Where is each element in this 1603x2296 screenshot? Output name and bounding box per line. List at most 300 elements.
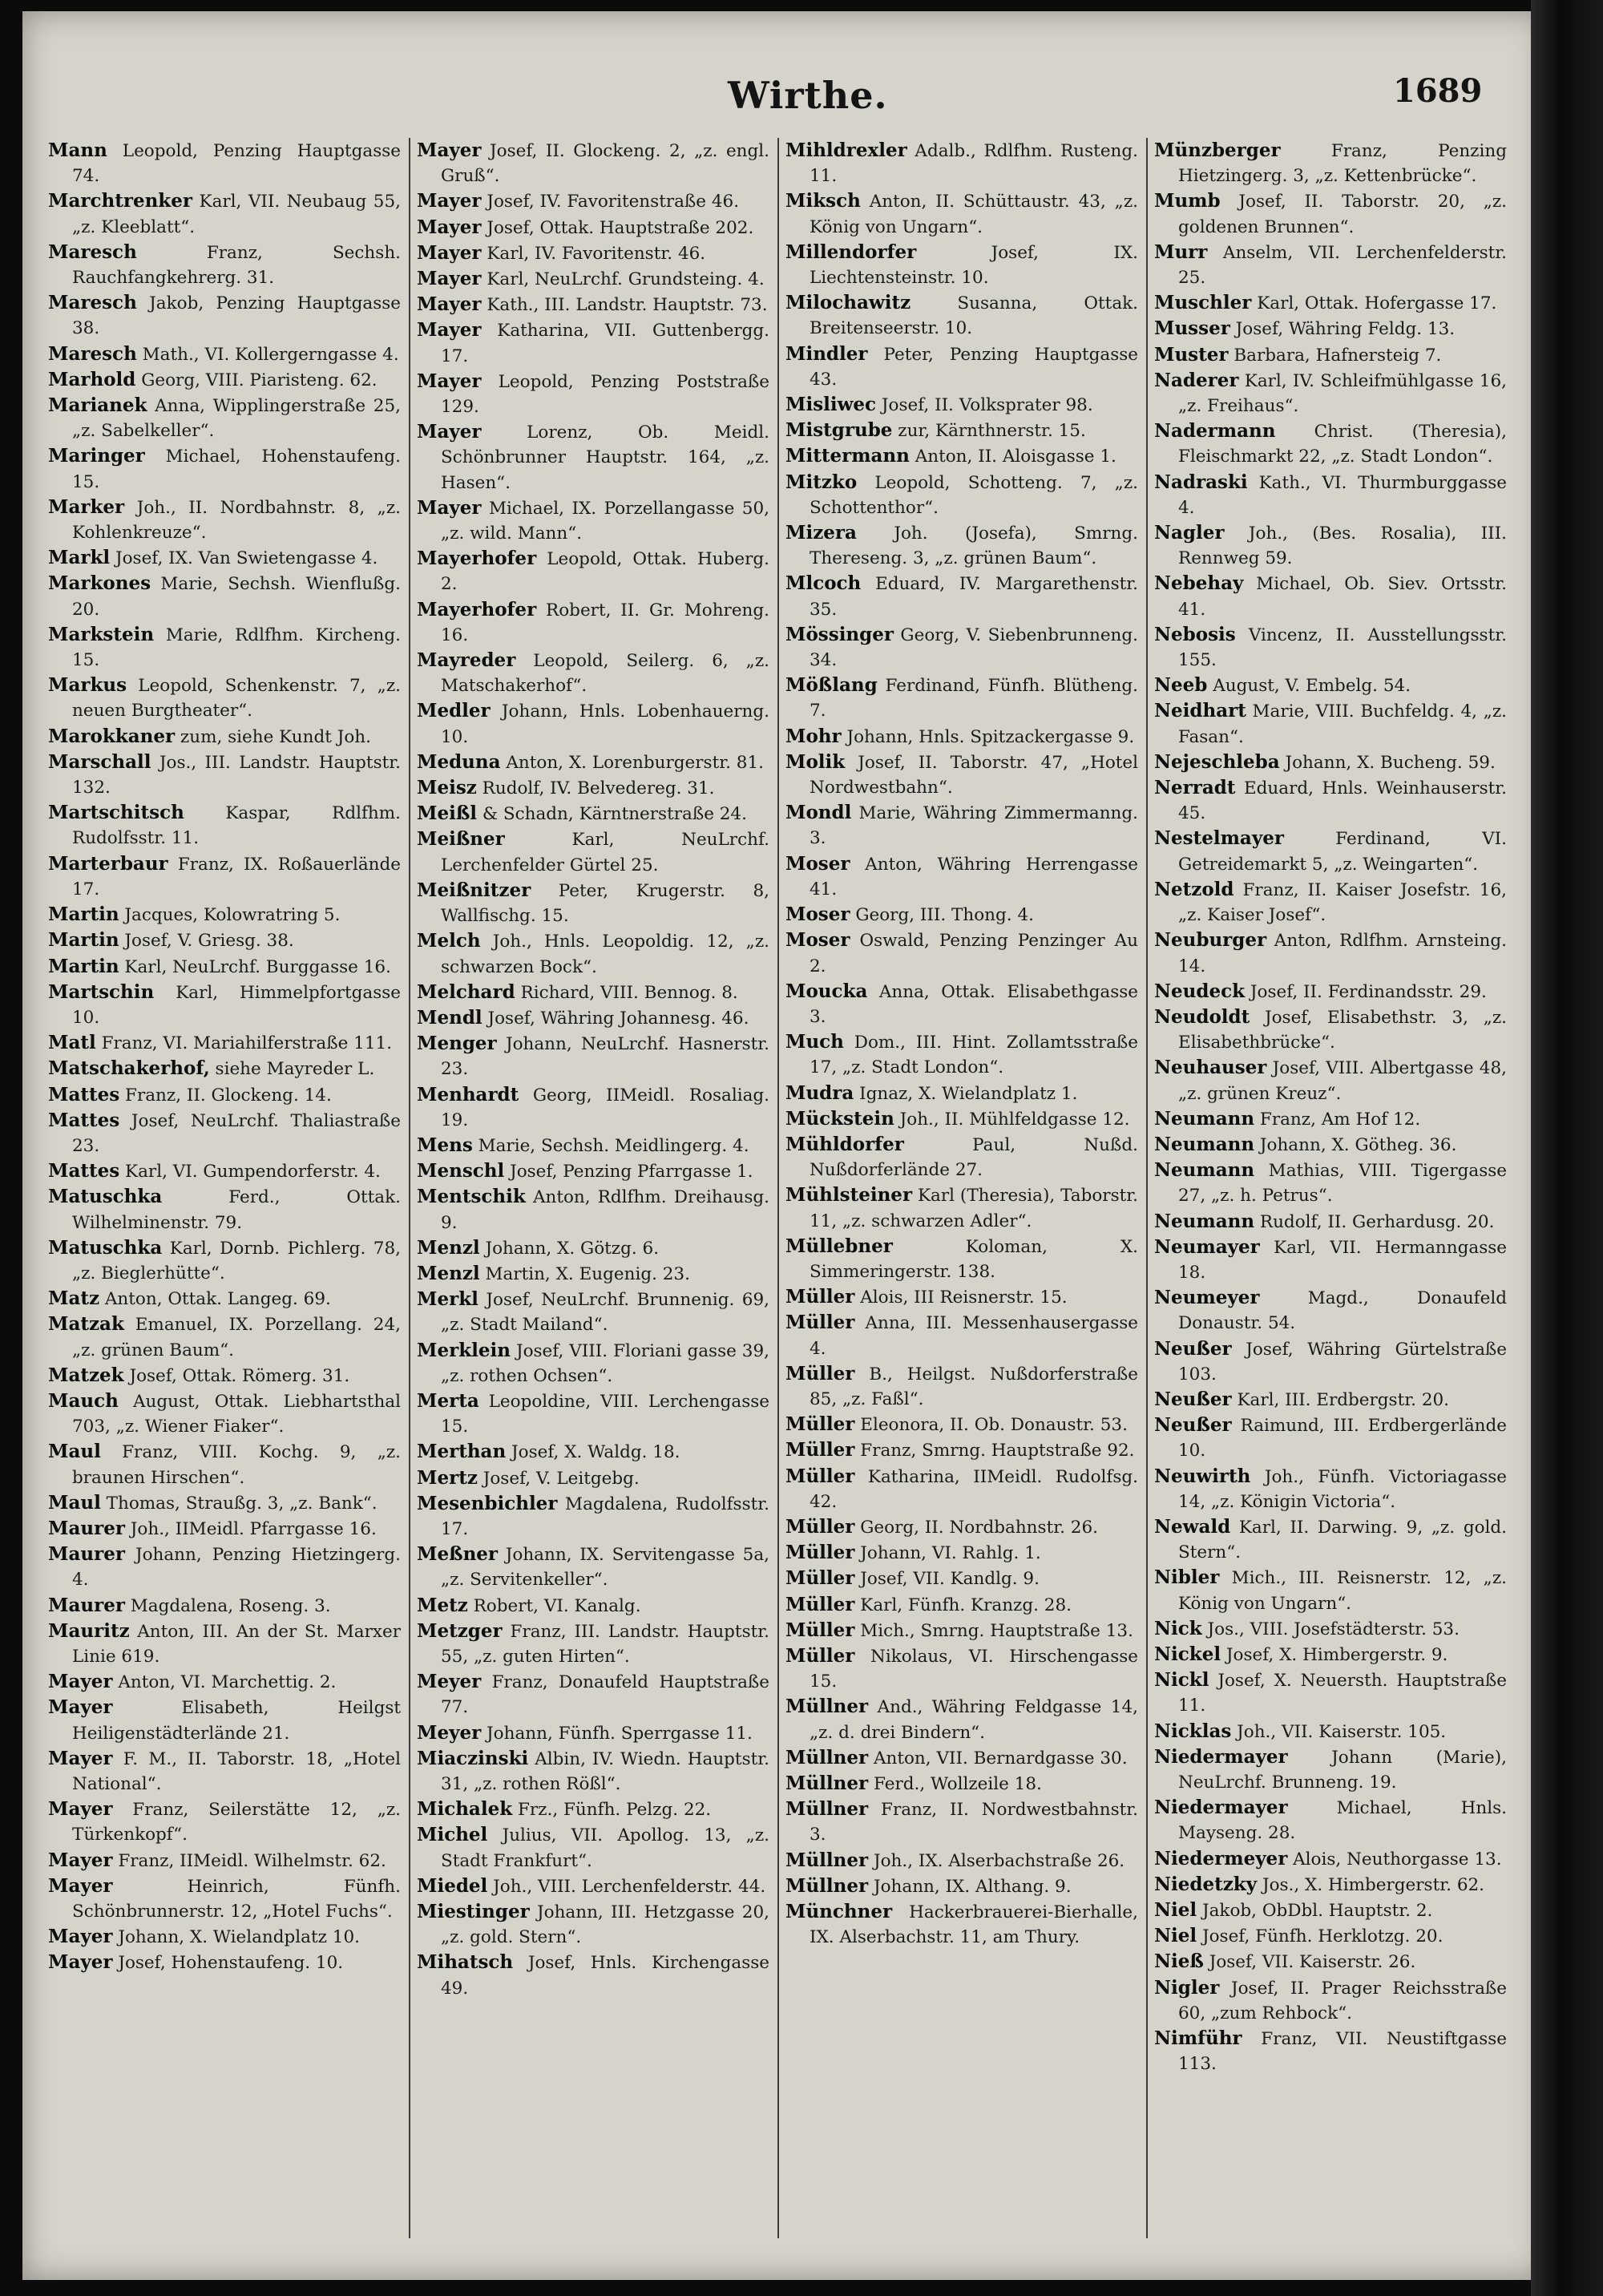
entry-details: Anton, Rdlfhm. Arnsteing. 14. [1178, 931, 1507, 976]
entry-name: Marterbaur [48, 852, 168, 875]
entry-name: Müllner [785, 1746, 869, 1768]
entry-name: Müller [785, 1413, 855, 1436]
entry-name: Mohr [785, 725, 842, 747]
directory-entry [785, 1797, 1138, 1847]
directory-entry [417, 1874, 769, 1899]
directory-entry [417, 1899, 769, 1950]
directory-entry [785, 1234, 1138, 1284]
entry-name: Meduna [417, 750, 501, 773]
entry-details: Franz, II. Glockeng. 14. [119, 1085, 332, 1106]
directory-entry [417, 1593, 769, 1619]
entry-name: Neudeck [1154, 980, 1246, 1002]
entry-name: Niedermeyer [1154, 1847, 1288, 1870]
directory-entry [785, 1874, 1138, 1899]
entry-details: Marie, Rdlfhm. Kircheng. 15. [72, 625, 401, 671]
entry-details: Josef, V. Leitgebg. [477, 1468, 640, 1489]
entry-details: Christ. (Theresia), Fleischmarkt 22, „z. Stadt London“. [1178, 422, 1507, 467]
entry-name: Martschitsch [48, 802, 184, 824]
entry-name: Nadraski [1154, 471, 1248, 493]
entry-details: Josef, Hnls. Kirchengasse 49. [441, 1953, 769, 1999]
entry-name: Neuhauser [1154, 1057, 1267, 1079]
entry-details: & Schadn, Kärntnerstraße 24. [477, 804, 747, 825]
entry-details: Eleonora, II. Ob. Donaustr. 53. [854, 1415, 1128, 1436]
entry-details: Johann, X. Götzg. 6. [479, 1238, 660, 1259]
directory-entry [48, 393, 401, 443]
directory-entry [785, 1540, 1138, 1566]
entry-details: Georg, V. Siebenbrunneng. 34. [810, 625, 1138, 671]
entry-details: Frz., Fünfh. Pelzg. 22. [512, 1800, 712, 1821]
entry-name: Maurer [48, 1543, 125, 1566]
entry-name: Mondl [785, 802, 852, 824]
directory-entry [48, 1158, 401, 1184]
entry-name: Matz [48, 1287, 100, 1310]
entry-details: Josef, Hohenstaufeng. 10. [112, 1953, 344, 1974]
entry-details: Josef, Währing Feldg. 13. [1230, 319, 1456, 340]
entry-details: Peter, Krugerstr. 8, Wallfischg. 15. [441, 880, 769, 927]
directory-entry [48, 1363, 401, 1389]
entry-name: Maresch [48, 292, 137, 314]
entry-details: Anton, II. Aloisgasse 1. [909, 447, 1116, 467]
directory-entry [1154, 240, 1507, 290]
directory-entry [1154, 1132, 1507, 1158]
entry-details: Karl, Dornb. Pichlerg. 78, „z. Bieglerhütte“. [72, 1238, 401, 1283]
entry-name: Niedermayer [1154, 1797, 1288, 1819]
entry-name: Niedetzky [1154, 1873, 1258, 1895]
entry-details: Alois, Neuthorgasse 13. [1287, 1849, 1502, 1870]
entry-details: Leopold, Schenkenstr. 7, „z. neuen Burgtheater“. [72, 676, 401, 722]
entry-name: Matl [48, 1032, 96, 1054]
entry-details: Thomas, Straußg. 3, „z. Bank“. [100, 1493, 378, 1514]
directory-entry [48, 1924, 401, 1950]
directory-entry [417, 1184, 769, 1235]
directory-entry [417, 1669, 769, 1720]
directory-entry [1154, 470, 1507, 520]
entry-name: Mendl [417, 1006, 483, 1029]
directory-entry [785, 622, 1138, 673]
entry-name: Neumann [1154, 1107, 1255, 1130]
directory-entry [1154, 1719, 1507, 1744]
directory-entry [48, 851, 401, 902]
entry-name: Nagler [1154, 522, 1225, 544]
entry-details: Josef, II. Taborstr. 47, „Hotel Nordwestbahn“. [810, 752, 1138, 798]
entry-name: Nickl [1154, 1669, 1209, 1692]
entry-details: Anton, III. An der St. Marxer Linie 619. [72, 1621, 401, 1667]
entry-details: Magdalena, Roseng. 3. [124, 1595, 331, 1616]
entry-details: siehe Mayreder L. [209, 1059, 375, 1080]
entry-name: Matschakerhof, [48, 1057, 210, 1080]
entry-columns [48, 138, 1515, 2270]
directory-entry [48, 954, 401, 980]
directory-entry [48, 800, 401, 851]
directory-entry [417, 1542, 769, 1592]
directory-entry [417, 495, 769, 546]
entry-name: Nick [1154, 1617, 1202, 1639]
entry-name: Meyer [417, 1671, 482, 1693]
entry-name: Mihldrexler [785, 139, 907, 161]
entry-name: Mertz [417, 1466, 478, 1489]
column-rule [1146, 138, 1148, 2238]
directory-entry [785, 240, 1138, 290]
entry-details: Susanna, Ottak. Breitenseerstr. 10. [810, 293, 1138, 339]
directory-entry [417, 292, 769, 317]
entry-name: Meyer [417, 1721, 482, 1744]
entry-name: Martin [48, 903, 119, 926]
directory-entry [1154, 1872, 1507, 1898]
directory-entry [785, 470, 1138, 520]
entry-details: Lorenz, Ob. Meidl. Schönbrunner Hauptstr. 164, „z. Hasen“. [441, 422, 769, 493]
directory-entry [1154, 1616, 1507, 1642]
entry-details: Franz, Am Hof 12. [1254, 1109, 1421, 1130]
entry-name: Mitzko [785, 471, 858, 493]
entry-details: B., Heilgst. Nußdorferstraße 85, „z. Faßl“. [810, 1364, 1138, 1409]
directory-entry [1154, 877, 1507, 928]
directory-entry [1154, 138, 1507, 188]
entry-name: Molik [785, 750, 846, 773]
directory-entry [417, 1797, 769, 1822]
entry-name: Michel [417, 1824, 488, 1846]
directory-entry [48, 367, 401, 393]
entry-name: Merklein [417, 1339, 511, 1361]
entry-name: Newald [1154, 1515, 1231, 1538]
directory-entry [48, 1108, 401, 1158]
entry-details: Anna, Ottak. Elisabethgasse 3. [810, 981, 1138, 1027]
entry-name: Moser [785, 903, 850, 926]
entry-details: Emanuel, IX. Porzellang. 24, „z. grünen Baum“. [72, 1315, 401, 1360]
directory-entry [48, 495, 401, 545]
entry-name: Mayer [417, 293, 482, 316]
directory-entry [417, 1133, 769, 1158]
entry-details: Nikolaus, VI. Hirschengasse 15. [810, 1646, 1138, 1692]
entry-name: Merthan [417, 1441, 507, 1463]
entry-details: Georg, II. Nordbahnstr. 26. [854, 1517, 1098, 1538]
entry-name: Müllner [785, 1798, 869, 1821]
entry-details: Kath., III. Landstr. Hauptstr. 73. [481, 295, 768, 316]
directory-entry [785, 1592, 1138, 1618]
entry-name: Nerradt [1154, 777, 1236, 799]
entry-name: Müllner [785, 1696, 869, 1718]
entry-name: Neußer [1154, 1388, 1232, 1410]
entry-details: Michael, Hnls. Mayseng. 28. [1178, 1798, 1507, 1844]
entry-details: Karl, III. Erdbergstr. 20. [1231, 1389, 1450, 1410]
entry-name: Metz [417, 1594, 468, 1616]
directory-entry [1154, 1464, 1507, 1514]
entry-details: Karl, VI. Gumpendorferstr. 4. [119, 1162, 381, 1182]
entry-name: Markones [48, 572, 151, 595]
directory-entry [1154, 1235, 1507, 1285]
entry-details: Josef, II. Volksprater 98. [876, 395, 1093, 416]
entry-name: Maurer [48, 1594, 125, 1616]
directory-entry [417, 1158, 769, 1184]
directory-entry [1154, 979, 1507, 1004]
entry-name: Mayer [417, 139, 482, 161]
entry-name: Matuschka [48, 1236, 163, 1259]
entry-name: Nejeschleba [1154, 750, 1280, 773]
entry-details: Michael, IX. Porzellangasse 50, „z. wild. Mann“. [441, 498, 769, 544]
entry-details: Karl, NeuLrchf. Grundsteing. 4. [481, 269, 765, 290]
entry-name: Mattes [48, 1083, 120, 1106]
directory-entry [785, 1771, 1138, 1797]
entry-details: Georg, III. Thong. 4. [850, 905, 1034, 926]
directory-entry [1154, 698, 1507, 749]
entry-name: Mayer [417, 370, 482, 392]
entry-details: Paul, Nußd. Nußdorferlände 27. [810, 1134, 1138, 1181]
directory-entry [1154, 1667, 1507, 1718]
entry-details: Johann, Fünfh. Sperrgasse 11. [481, 1723, 753, 1744]
entry-details: Leopold, Seilerg. 6, „z. Matschakerhof“. [441, 651, 769, 697]
entry-name: Matzek [48, 1364, 124, 1386]
page-edge-shadow [1531, 0, 1603, 2296]
entry-name: Müller [785, 1567, 855, 1590]
directory-entry [785, 571, 1138, 621]
entry-name: Müller [785, 1644, 855, 1667]
entry-name: Niedermayer [1154, 1745, 1288, 1768]
entry-name: Maringer [48, 445, 145, 467]
directory-entry [417, 648, 769, 698]
directory-entry [417, 1031, 769, 1081]
entry-name: Maul [48, 1491, 101, 1514]
entry-details: Dom., III. Hint. Zollamtsstraße 17, „z. Stadt London“. [810, 1033, 1138, 1078]
directory-entry [785, 1310, 1138, 1360]
entry-details: Vincenz, II. Ausstellungsstr. 155. [1178, 625, 1507, 671]
entry-name: Mudra [785, 1081, 854, 1104]
entry-name: Menzl [417, 1236, 480, 1259]
directory-entry [417, 1491, 769, 1542]
directory-entry [785, 392, 1138, 418]
entry-details: Alois, III Reisnerstr. 15. [854, 1287, 1068, 1308]
entry-details: Josef, Währing Johannesg. 46. [482, 1008, 749, 1029]
directory-entry [48, 1950, 401, 1975]
directory-entry [785, 902, 1138, 928]
entry-details: August, Ottak. Liebhartsthal 703, „z. Wiener Fiaker“. [72, 1391, 401, 1437]
entry-name: Mlcoch [785, 572, 862, 595]
directory-entry [1154, 928, 1507, 978]
directory-entry [785, 1361, 1138, 1412]
entry-details: Franz, Seilerstätte 12, „z. Türkenkopf“. [72, 1800, 401, 1845]
directory-entry [1154, 1949, 1507, 1975]
directory-entry [785, 443, 1138, 469]
directory-entry [785, 1284, 1138, 1310]
directory-entry [48, 571, 401, 621]
entry-name: Murr [1154, 241, 1208, 263]
directory-entry [417, 1746, 769, 1797]
directory-entry [417, 1235, 769, 1261]
entry-name: Metzger [417, 1619, 503, 1642]
entry-details: Mathias, VIII. Tigergasse 27, „z. h. Petrus“. [1178, 1161, 1507, 1207]
entry-details: Jos., III. Landstr. Hauptstr. 132. [72, 752, 401, 798]
column-3 [785, 138, 1138, 2270]
directory-entry [417, 775, 769, 801]
entry-details: Karl, VII. Hermanngasse 18. [1178, 1237, 1507, 1283]
entry-details: Rudolf, IV. Belvedereg. 31. [476, 778, 715, 799]
entry-name: Miksch [785, 190, 861, 212]
directory-entry [785, 138, 1138, 188]
entry-details: Josef, Währing Gürtelstraße 103. [1178, 1339, 1507, 1384]
entry-details: Johann, NeuLrchf. Hasnerstr. 23. [441, 1034, 769, 1080]
directory-entry [48, 980, 401, 1030]
directory-entry [1154, 1846, 1507, 1872]
directory-entry [417, 1261, 769, 1287]
entry-name: Neuburger [1154, 929, 1267, 952]
entry-name: Neumayer [1154, 1235, 1260, 1258]
directory-entry [417, 597, 769, 648]
directory-entry [1154, 520, 1507, 571]
directory-entry [48, 902, 401, 928]
directory-entry [48, 1286, 401, 1312]
directory-entry [48, 928, 401, 953]
entry-name: Müllner [785, 1773, 869, 1794]
entry-name: Mentschik [417, 1186, 526, 1208]
directory-entry [48, 1030, 401, 1056]
entry-name: Müller [785, 1362, 855, 1384]
directory-entry [1154, 290, 1507, 316]
directory-entry [785, 750, 1138, 800]
directory-entry [1154, 571, 1507, 621]
entry-details: Josef, IX. Liechtensteinstr. 10. [810, 242, 1138, 289]
directory-entry [417, 1439, 769, 1465]
directory-entry [1154, 826, 1507, 876]
directory-entry [48, 1874, 401, 1924]
entry-details: Franz, Smrng. Hauptstraße 92. [854, 1441, 1135, 1461]
directory-entry [785, 1514, 1138, 1540]
entry-name: Miaczinski [417, 1747, 529, 1769]
entry-name: Müller [785, 1515, 855, 1538]
entry-details: Joh., VIII. Lerchenfelderstr. 44. [487, 1876, 766, 1897]
entry-name: Maurer [48, 1517, 125, 1539]
entry-name: Menhardt [417, 1083, 519, 1106]
directory-entry [417, 1950, 769, 2000]
entry-details: Franz, II. Nordwestbahnstr. 3. [810, 1800, 1138, 1845]
entry-details: Karl, IV. Favoritenstr. 46. [481, 243, 706, 264]
entry-details: Leopold, Penzing Hauptgasse 74. [72, 141, 401, 187]
entry-details: Anton, II. Schüttaustr. 43, „z. König von Ungarn“. [810, 192, 1138, 237]
directory-entry [417, 266, 769, 292]
directory-entry [785, 520, 1138, 571]
entry-details: Robert, VI. Kanalg. [467, 1595, 641, 1616]
entry-details: Julius, VII. Apollog. 13, „z. Stadt Frankfurt“. [441, 1825, 769, 1871]
directory-entry [417, 317, 769, 368]
entry-name: Nickel [1154, 1643, 1221, 1665]
entry-name: Mauritz [48, 1619, 130, 1642]
entry-name: Mayer [417, 319, 482, 342]
directory-entry [1154, 1898, 1507, 1923]
directory-entry [48, 1542, 401, 1592]
entry-name: Netzold [1154, 878, 1234, 900]
entry-details: Josef, X. Waldg. 18. [506, 1442, 680, 1463]
entry-details: Josef, X. Himbergerstr. 9. [1221, 1644, 1448, 1665]
directory-entry [1154, 1387, 1507, 1413]
entry-details: Karl, NeuLrchf. Lerchenfelder Gürtel 25. [441, 830, 769, 875]
entry-details: Anton, Währing Herrengasse 41. [810, 854, 1138, 899]
entry-name: Mayreder [417, 649, 516, 672]
entry-details: Kaspar, Rdlfhm. Rudolfsstr. 11. [72, 803, 401, 849]
entry-name: Mayer [417, 190, 482, 212]
entry-name: Mattes [48, 1109, 120, 1131]
entry-name: Maresch [48, 342, 137, 365]
entry-name: Mühldorfer [785, 1133, 904, 1155]
entry-details: Anton, VII. Bernardgasse 30. [868, 1748, 1128, 1768]
entry-name: Mayer [417, 241, 482, 264]
entry-name: Mayer [417, 216, 482, 238]
directory-entry [785, 1643, 1138, 1694]
directory-entry [1154, 1975, 1507, 2026]
entry-details: Jos., X. Himbergerstr. 62. [1257, 1874, 1485, 1895]
directory-entry [417, 827, 769, 877]
entry-name: Muster [1154, 343, 1229, 366]
entry-name: Nicklas [1154, 1720, 1232, 1742]
directory-entry [48, 724, 401, 750]
directory-entry [48, 342, 401, 367]
entry-details: Eduard, Hnls. Weinhauserstr. 45. [1178, 778, 1507, 824]
directory-entry [785, 928, 1138, 978]
entry-details: Rudolf, II. Gerhardusg. 20. [1254, 1211, 1495, 1232]
entry-details: Josef, II. Ferdinandsstr. 29. [1245, 981, 1487, 1002]
entry-name: Mössinger [785, 623, 894, 645]
entry-name: Nestelmayer [1154, 827, 1284, 850]
entry-details: Karl (Theresia), Taborstr. 11, „z. schwarzen Adler“. [810, 1186, 1138, 1231]
directory-entry [1154, 1004, 1507, 1055]
directory-entry [417, 1082, 769, 1133]
entry-name: Müller [785, 1542, 855, 1564]
directory-entry [1154, 368, 1507, 418]
directory-entry [48, 240, 401, 290]
entry-details: Karl, VII. Neubaug 55, „z. Kleeblatt“. [72, 192, 401, 237]
entry-details: Anton, Rdlfhm. Dreihausg. 9. [441, 1187, 769, 1233]
entry-details: Anselm, VII. Lerchenfelderstr. 25. [1178, 242, 1507, 289]
directory-entry [48, 673, 401, 723]
entry-name: Mayer [417, 496, 482, 519]
entry-name: Mayer [48, 1696, 113, 1719]
entry-details: Josef, Fünfh. Herklotzg. 20. [1197, 1926, 1444, 1947]
entry-name: Neeb [1154, 674, 1208, 697]
entry-name: Menzl [417, 1262, 480, 1284]
entry-name: Millendorfer [785, 241, 917, 263]
directory-entry [1154, 1795, 1507, 1845]
directory-entry [48, 290, 401, 341]
entry-details: Josef, VII. Kandlg. 9. [854, 1569, 1040, 1590]
page-header [22, 58, 1545, 122]
entry-name: Münzberger [1154, 139, 1281, 161]
directory-entry [48, 1184, 401, 1235]
entry-name: Martin [48, 929, 119, 952]
entry-name: Müller [785, 1465, 855, 1487]
entry-details: Franz, Donaufeld Hauptstraße 77. [441, 1672, 769, 1718]
entry-details: Josef, NeuLrchf. Brunnenig. 69, „z. Stadt Mailand“. [441, 1290, 769, 1336]
directory-entry [417, 801, 769, 827]
entry-name: Michalek [417, 1798, 513, 1821]
directory-entry [1154, 750, 1507, 775]
directory-entry [1154, 1744, 1507, 1795]
entry-name: Mückstein [785, 1107, 894, 1130]
entry-details: Josef, Ottak. Hauptstraße 202. [481, 217, 754, 238]
directory-entry [417, 369, 769, 419]
entry-details: Michael, Hohenstaufeng. 15. [72, 447, 401, 492]
directory-entry [785, 673, 1138, 723]
directory-entry [48, 1389, 401, 1439]
entry-name: Mihatsch [417, 1951, 514, 1974]
directory-entry [785, 418, 1138, 443]
entry-name: Mayer [48, 1849, 113, 1871]
entry-name: Meisz [417, 777, 477, 799]
entry-details: Johann, Hnls. Lobenhauerng. 10. [441, 701, 769, 747]
entry-details: Kath., VI. Thurmburggasse 4. [1178, 472, 1507, 518]
directory-entry [1154, 622, 1507, 673]
entry-details: Joh., Hnls. Leopoldig. 12, „z. schwarzen Bock“. [441, 932, 769, 977]
entry-name: Misliwec [785, 394, 877, 416]
entry-details: Josef, VIII. Albertgasse 48, „z. grünen Kreuz“. [1178, 1058, 1507, 1104]
page-number: 1689 [1393, 72, 1483, 110]
entry-details: Franz, III. Landstr. Hauptstr. 55, „z. guten Hirten“. [441, 1621, 769, 1667]
directory-entry [785, 1081, 1138, 1106]
